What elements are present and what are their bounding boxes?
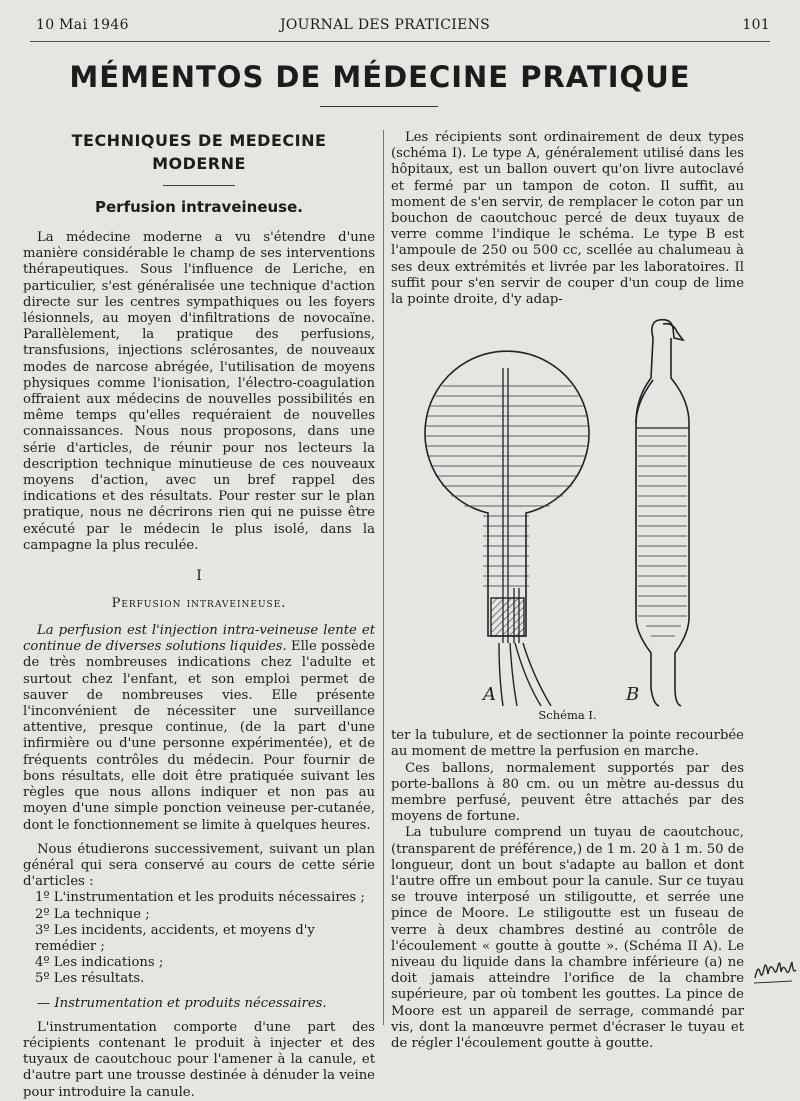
ampoule-b [636,320,689,706]
figure-label-a: A [483,684,496,706]
instrumentation-heading [23,996,375,1012]
continuation-paragraph: ter la tubulure, et de sectionner la pointe recourbée au moment de mettre la perfusion en marche. [391,728,744,760]
list-item: 2º La technique ; [35,906,150,922]
figure-label-b: B [626,684,640,706]
plan-paragraph: Nous étudierons successivement, suivant un plan général qui sera conservé au cours de cette série d'articles : [23,841,375,890]
right-column [391,130,744,1052]
header-rule [30,41,770,42]
instrumentation-heading-text: — Instrumentation et produits nécessaires. [37,995,327,1011]
list-item: 1º L'instrumentation et les produits nécessaires ; [35,890,365,906]
header-journal-name: JOURNAL DES PRATICIENS [279,17,491,33]
left-column [23,125,375,1101]
section-title-line1: TECHNIQUES DE MEDECINE [71,131,327,150]
plan-list [23,890,375,987]
definition-paragraph [23,623,375,834]
column-divider [383,130,384,1025]
subsection-title: Perfusion intraveineuse. [95,198,303,216]
ampoule-b-liquid [638,436,687,636]
figure-caption: Schéma I. [538,708,597,723]
support-paragraph: Ces ballons, normalement supportés par des porte-ballons à 80 cm. ou un mètre au-dessus du membre perfusé, peuvent être attachés par des moyens de fortune. [391,760,744,825]
list-item: 4º Les indications ; [35,955,164,971]
flask-a-stopper [491,598,524,636]
header-date: 10 Mai 1946 [36,17,129,33]
list-item: 5º Les résultats. [35,971,145,987]
page-title: MÉMENTOS DE MÉDECINE PRATIQUE [69,60,691,94]
part-title: Perfusion intraveineuse. [111,596,287,612]
flask-a [425,351,589,636]
handwritten-signature [752,950,800,990]
definition-rest: Elle possède de très nombreuses indications chez l'adulte et surtout chez l'enfant, et son emploi permet de sauver de nombreuses vies. Elle présente l'inconvénient de nécessiter une surveillance attentive, presque continue, (de la part d'une infirmière ou d'une personne expérimentée), et de fréquents contrôles du médecin. Pour fournir de bons résultats, elle doit être pratiquée suivant les règles que nous allons indiquer et non pas au moyen d'une simple ponction veineuse per-cutanée, dont le fonctionnement se limite à quelques heures. [23,639,375,833]
part-number: I [196,568,202,585]
title-rule [320,106,438,107]
tubing-paragraph: La tubulure comprend un tuyau de caoutchouc, (transparent de préférence,) de 1 m. 20 à 1 m. 50 de longueur, dont un bout s'adapte au ballon et dont l'autre offre un embout pour la canule. Sur ce tuyau se trouve interposé un stiligoutte, et serrée une pince de Moore. Le stiligoutte est un fuseau de verre à deux chambres destiné au contrôle de l'écoulement « goutte à goutte ». (Schéma II A). Le niveau du liquide dans la chambre inférieure (a) ne doit jamais atteindre l'orifice de la chambre supérieure, par où tombent les gouttes. La pince de Moore est un appareil de serrage, commandé par vis, dont la manœuvre permet d'écraser le tuyau et de régler l'écoulement goutte à goutte. [391,825,744,1052]
definition-italic: La perfusion est l'injection intra-veineuse lente et continue de diverses solutions liquides. [23,623,375,655]
section-rule [163,185,235,186]
section-title [23,129,375,175]
instrumentation-paragraph: L'instrumentation comporte d'une part des récipients contenant le produit à injecter et des tuyaux de caoutchouc pour l'amener à la canule, et d'autre part une trousse destinée à dénuder la veine pour introduire la canule. [23,1019,375,1100]
schema-figure [391,308,744,728]
containers-paragraph: Les récipients sont ordinairement de deux types (schéma I). Le type A, généralement utilisé dans les hôpitaux, est un ballon ouvert qu'on livre autoclavé et fermé par un tampon de coton. Il suffit, au moment de s'en servir, de remplacer le coton par un bouchon de caoutchouc percé de deux tuyaux de verre comme l'indique le schéma. Le type B est l'ampoule de 250 ou 500 cc, scellée au chalumeau à ses deux extrémités et livrée par les laboratoires. Il suffit pour s'en servir de couper d'un coup de lime la pointe droite, d'y adap- [391,130,744,308]
intro-paragraph: La médecine moderne a vu s'étendre d'une manière considérable le champ de ses interventions thérapeutiques. Sous l'influence de Leriche, en particulier, s'est généralisée une technique d'action directe sur les centres sympathiques ou les foyers lésionnels, au moyen d'infiltrations de novocaïne. Parallèlement, la pratique des perfusions, transfusions, injections sclérosantes, de nouveaux modes de narcose abrégée, l'utilisation de moyens physiques comme l'ionisation, l'électro-coagulation offraient aux médecins de nouvelles possibilités en même temps qu'elles requéraient de nouvelles connaissances. Nous nous proposons, dans une série d'articles, de réunir pour nos lecteurs la description technique minutieuse de ces nouveaux moyens d'action, avec un bref rappel des indications et des résultats. Pour rester sur le plan pratique, nous ne décrirons rien qui ne puisse être exécuté par le médecin le plus isolé, dans la campagne la plus reculée. [23,230,375,553]
flask-a-liquid [421,386,591,586]
list-item: 3º Les incidents, accidents, et moyens d'y remédier ; [35,922,315,954]
schema-illustration [391,308,744,708]
header-page-number: 101 [742,17,770,33]
section-title-line2: MODERNE [152,154,246,173]
